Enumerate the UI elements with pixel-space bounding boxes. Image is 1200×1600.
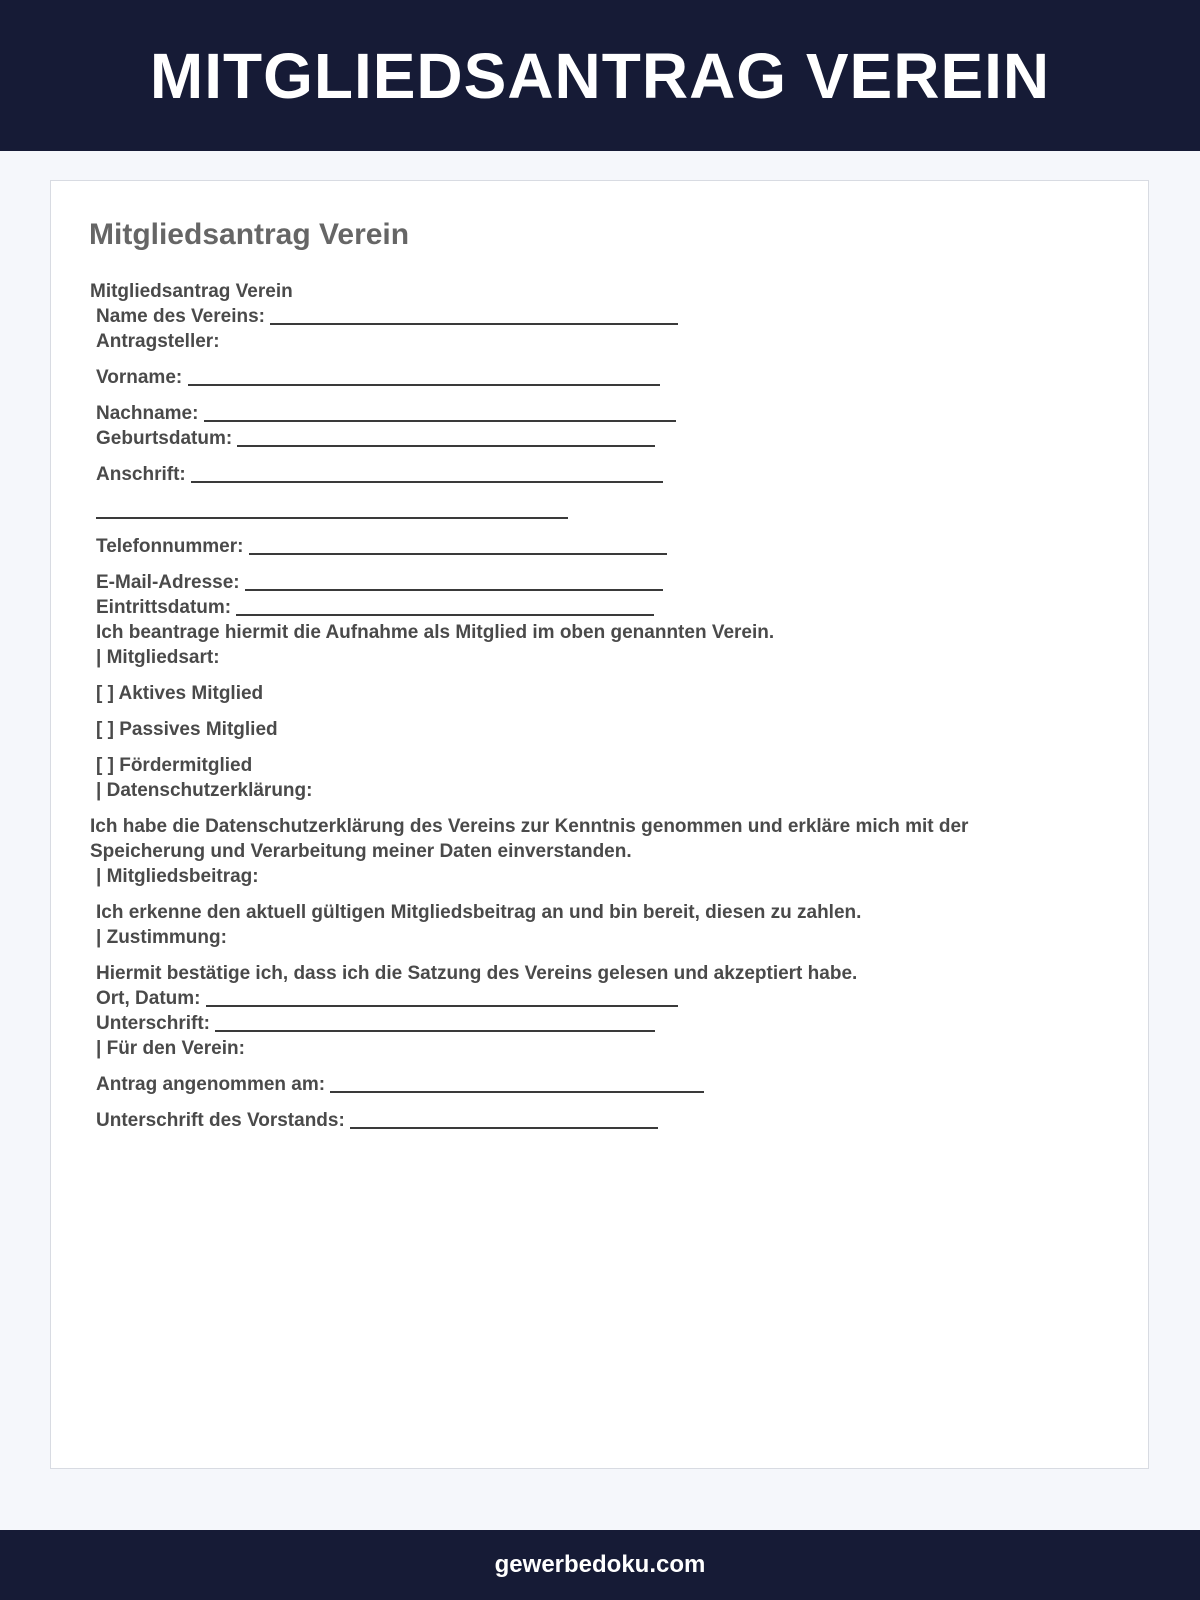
- vereinsname-label: Name des Vereins:: [96, 306, 265, 327]
- vorname-label: Vorname:: [96, 367, 183, 388]
- anschrift-label: Anschrift:: [96, 464, 186, 485]
- consent-heading: | Zustimmung:: [96, 927, 227, 948]
- geburtsdatum-field[interactable]: [237, 427, 655, 447]
- page-header: [0, 0, 1200, 151]
- header-title: MITGLIEDSANTRAG VEREIN: [149, 39, 1051, 112]
- form-content: [90, 279, 1030, 1133]
- place-date-field[interactable]: [206, 987, 678, 1007]
- document-title: Mitgliedsantrag Verein: [89, 218, 410, 251]
- geburtsdatum-row: [90, 426, 1030, 451]
- email-row: [90, 570, 1030, 595]
- place-date-row: [90, 986, 1030, 1011]
- nachname-row: [90, 401, 1030, 426]
- eintrittsdatum-row: [90, 595, 1030, 620]
- signature-field[interactable]: [215, 1012, 655, 1032]
- fee-heading: | Mitgliedsbeitrag:: [96, 866, 259, 887]
- signature-row: [90, 1011, 1030, 1036]
- email-label: E-Mail-Adresse:: [96, 572, 240, 593]
- board-signature-row: [90, 1108, 1030, 1133]
- accepted-row: [90, 1072, 1030, 1097]
- membership-heading: | Mitgliedsart:: [96, 647, 220, 668]
- geburtsdatum-label: Geburtsdatum:: [96, 428, 233, 449]
- board-signature-label: Unterschrift des Vorstands:: [96, 1110, 345, 1131]
- place-date-label: Ort, Datum:: [96, 988, 201, 1009]
- telefon-label: Telefonnummer:: [96, 536, 244, 557]
- telefon-row: [90, 534, 1030, 559]
- fee-text: Ich erkenne den aktuell gültigen Mitgliedsbeitrag an und bin bereit, diesen zu zahlen.: [96, 902, 862, 923]
- membership-option-active[interactable]: [ ] Aktives Mitglied: [96, 683, 264, 704]
- accepted-field[interactable]: [330, 1073, 704, 1093]
- anschrift-field-2[interactable]: [96, 499, 568, 519]
- membership-option-passive[interactable]: [ ] Passives Mitglied: [96, 719, 278, 740]
- vorname-field[interactable]: [188, 366, 660, 386]
- footer-site-link[interactable]: gewerbedoku.com: [494, 1551, 706, 1578]
- eintrittsdatum-label: Eintrittsdatum:: [96, 597, 232, 618]
- club-heading: | Für den Verein:: [96, 1038, 245, 1059]
- form-subtitle: Mitgliedsantrag Verein: [90, 281, 293, 302]
- eintrittsdatum-field[interactable]: [236, 596, 654, 616]
- nachname-field[interactable]: [204, 402, 676, 422]
- anschrift-row-2: [90, 498, 1030, 523]
- privacy-text: Ich habe die Datenschutzerklärung des Vereins zur Kenntnis genommen und erkläre mich mit der Speicherung und Verarbeitung meiner Daten einverstanden.: [90, 816, 969, 862]
- nachname-label: Nachname:: [96, 403, 199, 424]
- antragsteller-label: Antragsteller:: [96, 331, 220, 352]
- email-field[interactable]: [245, 571, 663, 591]
- vereinsname-field[interactable]: [270, 305, 678, 325]
- vorname-row: [90, 365, 1030, 390]
- board-signature-field[interactable]: [350, 1109, 658, 1129]
- accepted-label: Antrag angenommen am:: [96, 1074, 326, 1095]
- anschrift-row: [90, 462, 1030, 487]
- membership-option-supporting[interactable]: [ ] Fördermitglied: [96, 755, 253, 776]
- privacy-heading: | Datenschutzerklärung:: [96, 780, 313, 801]
- telefon-field[interactable]: [249, 535, 667, 555]
- request-text: Ich beantrage hiermit die Aufnahme als Mitglied im oben genannten Verein.: [96, 622, 775, 643]
- page-footer: [0, 1530, 1200, 1600]
- anschrift-field[interactable]: [191, 463, 663, 483]
- signature-label: Unterschrift:: [96, 1013, 211, 1034]
- vereinsname-row: [90, 304, 1030, 329]
- consent-text: Hiermit bestätige ich, dass ich die Satzung des Vereins gelesen und akzeptiert habe.: [96, 963, 858, 984]
